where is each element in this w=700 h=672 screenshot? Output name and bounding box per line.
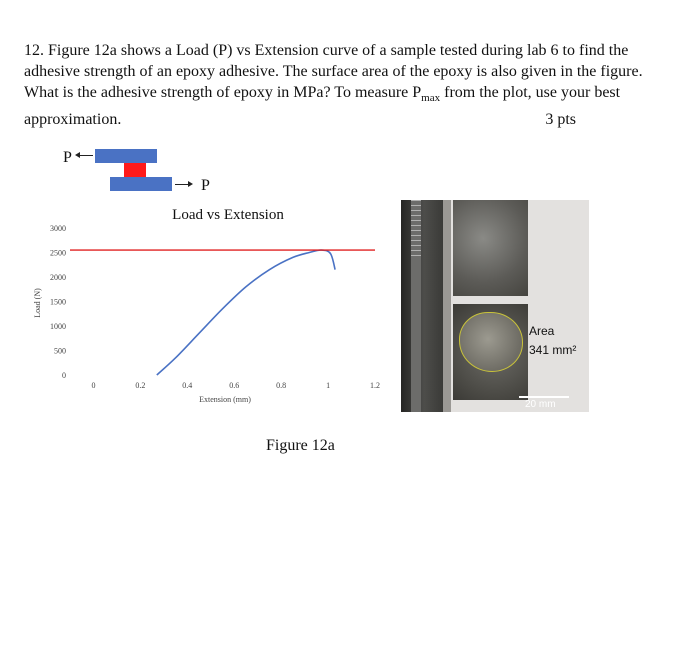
arrow-right-icon [175, 184, 189, 185]
x-tick-label: 0.2 [135, 381, 146, 390]
x-axis-ticks [91, 381, 380, 390]
figure-caption: Figure 12a [266, 437, 335, 454]
top-plate [95, 149, 157, 163]
load-label-right: P [201, 177, 210, 194]
y-tick-label: 2000 [50, 273, 66, 282]
x-tick-label: 0 [91, 381, 96, 390]
scale-label: 20 mm [525, 399, 556, 410]
specimen-photo [401, 200, 589, 412]
y-tick-label: 500 [54, 346, 66, 356]
pmax-subscript: max [421, 92, 441, 105]
x-tick-label: 0.6 [229, 381, 240, 390]
load-extension-chart [30, 200, 395, 410]
y-tick-label: 1000 [50, 322, 66, 331]
chart-series [70, 250, 375, 375]
y-tick-label: 0 [62, 371, 66, 380]
bottom-plate [110, 177, 172, 191]
area-value: 341 mm² [529, 343, 577, 357]
question-line-1: 12. Figure 12a shows a Load (P) vs Extension curve of a sample tested during lab 6 to find the [24, 42, 629, 59]
specimen-diagram [55, 145, 235, 195]
y-axis-label: Load (N) [33, 288, 42, 318]
photo-background-left [401, 200, 443, 412]
chart-title: Load vs Extension [172, 207, 284, 223]
load-label-left: P [63, 149, 72, 166]
question-line-3 [24, 82, 684, 109]
question-line-4 [24, 109, 684, 130]
question-line-3-pre: What is the adhesive strength of epoxy in MPa? To measure P [24, 84, 422, 101]
ruler-ticks [411, 200, 421, 260]
points-label: 3 pts [545, 111, 576, 129]
question-line-3-post: from the plot, use your best [440, 84, 621, 101]
y-tick-label: 2500 [50, 248, 66, 258]
epoxy-area-outline [459, 312, 523, 372]
x-axis-label: Extension (mm) [199, 395, 251, 404]
question-line-4-text: approximation. [24, 111, 122, 129]
scale-bar [519, 396, 569, 398]
x-tick-label: 1 [326, 381, 331, 390]
load-curve-series [157, 250, 335, 375]
specimen-top-piece [453, 200, 528, 296]
y-axis-ticks [50, 224, 66, 380]
y-tick-label: 1500 [50, 297, 66, 307]
arrow-left-icon [79, 155, 93, 156]
y-tick-label: 3000 [50, 224, 66, 233]
area-label: Area [529, 324, 555, 338]
epoxy-layer [124, 163, 146, 177]
chart-svg [30, 200, 395, 410]
x-tick-label: 0.4 [182, 381, 193, 390]
question-text [24, 40, 684, 130]
question-line-2: adhesive strength of an epoxy adhesive. The surface area of the epoxy is also given in the figure. [24, 63, 643, 80]
x-tick-label: 1.2 [370, 381, 380, 390]
x-tick-label: 0.8 [276, 381, 287, 390]
photo-band [443, 200, 451, 412]
